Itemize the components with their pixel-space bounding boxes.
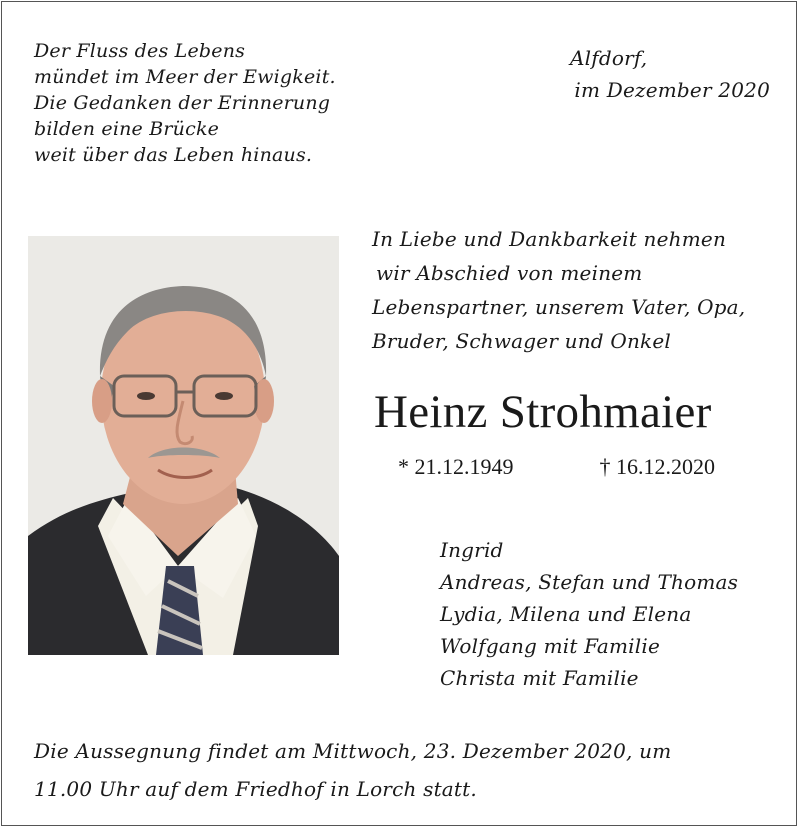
service-line: 11.00 Uhr auf dem Friedhof in Lorch statt. bbox=[34, 777, 477, 801]
date-line: im Dezember 2020 bbox=[574, 78, 770, 102]
poem bbox=[34, 38, 374, 168]
poem-line: weit über das Leben hinaus. bbox=[34, 144, 313, 166]
life-dates bbox=[398, 454, 778, 480]
service-line: Die Aussegnung findet am Mittwoch, 23. Dezember 2020, um bbox=[34, 739, 672, 763]
poem-line: Die Gedanken der Erinnerung bbox=[34, 92, 331, 114]
place-date bbox=[540, 42, 770, 106]
birth-date: * 21.12.1949 bbox=[398, 454, 514, 479]
intro-line: In Liebe und Dankbarkeit nehmen bbox=[372, 227, 727, 251]
mourners-list bbox=[440, 534, 790, 694]
poem-line: Der Fluss des Lebens bbox=[34, 40, 246, 62]
intro-line: Bruder, Schwager und Onkel bbox=[372, 329, 671, 353]
poem-line: mündet im Meer der Ewigkeit. bbox=[34, 66, 336, 88]
intro-line: wir Abschied von meinem bbox=[376, 261, 643, 285]
mourner-line: Wolfgang mit Familie bbox=[440, 634, 660, 658]
mourner-line: Ingrid bbox=[440, 538, 504, 562]
mourner-line: Andreas, Stefan und Thomas bbox=[440, 570, 739, 594]
poem-line: bilden eine Brücke bbox=[34, 118, 220, 140]
death-date: † 16.12.2020 bbox=[599, 454, 715, 479]
portrait-photo bbox=[28, 236, 339, 655]
service-notice bbox=[34, 732, 774, 808]
mourner-line: Lydia, Milena und Elena bbox=[440, 602, 692, 626]
place: Alfdorf, bbox=[570, 46, 648, 70]
intro-text bbox=[372, 222, 782, 358]
deceased-name: Heinz Strohmaier bbox=[374, 386, 712, 438]
mourner-line: Christa mit Familie bbox=[440, 666, 639, 690]
intro-line: Lebenspartner, unserem Vater, Opa, bbox=[372, 295, 746, 319]
